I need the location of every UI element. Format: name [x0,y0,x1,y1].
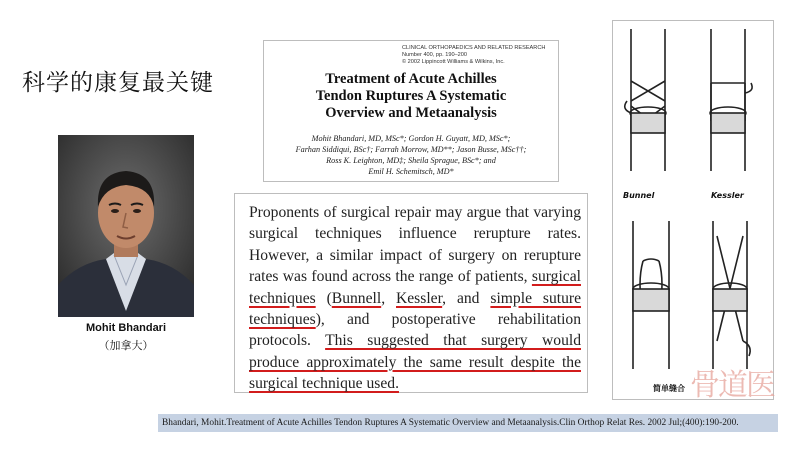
paper-header-box [263,40,559,182]
watermark-logo: 骨道医 [690,368,774,403]
suture-drawing [613,21,773,399]
journal-line: CLINICAL ORTHOPAEDICS AND RELATED RESEARCH [402,45,546,51]
label-kessler: Kessler [711,191,744,200]
quote-segment: , [381,289,396,307]
label-bunnel: Bunnel [623,191,655,200]
paper-title-line: Treatment of Acute Achilles [325,71,497,87]
author-line: Farhan Siddiqui, BSc†; Farrah Morrow, MD**; Jason Busse, MSc††; [295,145,527,154]
paper-title [264,71,558,122]
journal-info [402,45,550,66]
journal-line: © 2002 Lippincott Williams & Wilkins, Inc. [402,59,505,65]
quote-underlined: Kessler [396,289,443,307]
suture-illustration [612,20,774,400]
quote-segment: Proponents of surgical repair may argue that varying surgical techniques influence rerupture rates. However, a similar impact of surgery on rerupture rates was found across the range of patients, [249,204,581,286]
quote-underlined: Bunnell [331,289,382,307]
quote-underlined: surgical techniques [249,268,581,307]
citation-bar: Bhandari, Mohit.Treatment of Acute Achilles Tendon Ruptures A Systematic Overview and Metaanalysis.Clin Orthop Relat Res. 2002 Jul;(400):190-200. [158,414,778,432]
quote-box [234,193,588,393]
journal-line: Number 400, pp. 190–200 [402,52,467,58]
author-photo [58,135,194,317]
slide-title: 科学的康复最关键 [22,70,214,96]
author-line: Ross K. Leighton, MD‡; Sheila Sprague, BSc*; and [326,156,496,165]
paper-title-line: Overview and Metaanalysis [325,105,497,121]
quote-segment: ( [315,289,332,307]
label-simple-suture: 简单缝合 [653,384,685,393]
quote-underlined: This suggested that surgery would produce approximately the same result despite the surgical technique used. [249,332,581,393]
quote-segment: ), and postoperative rehabilitation protocols. [249,311,581,350]
quote-segment: , and [442,289,491,307]
paper-title-line: Tendon Ruptures A Systematic [315,88,507,104]
quote-text [249,202,581,395]
author-line: Mohit Bhandari, MD, MSc*; Gordon H. Guyatt, MD, MSc*; [311,134,511,143]
paper-authors [270,133,552,177]
person-name: Mohit Bhandari [85,322,167,334]
author-line: Emil H. Schemitsch, MD* [368,167,454,176]
person-country: （加拿大） [98,339,154,352]
quote-underlined: simple suture techniques [249,289,582,329]
